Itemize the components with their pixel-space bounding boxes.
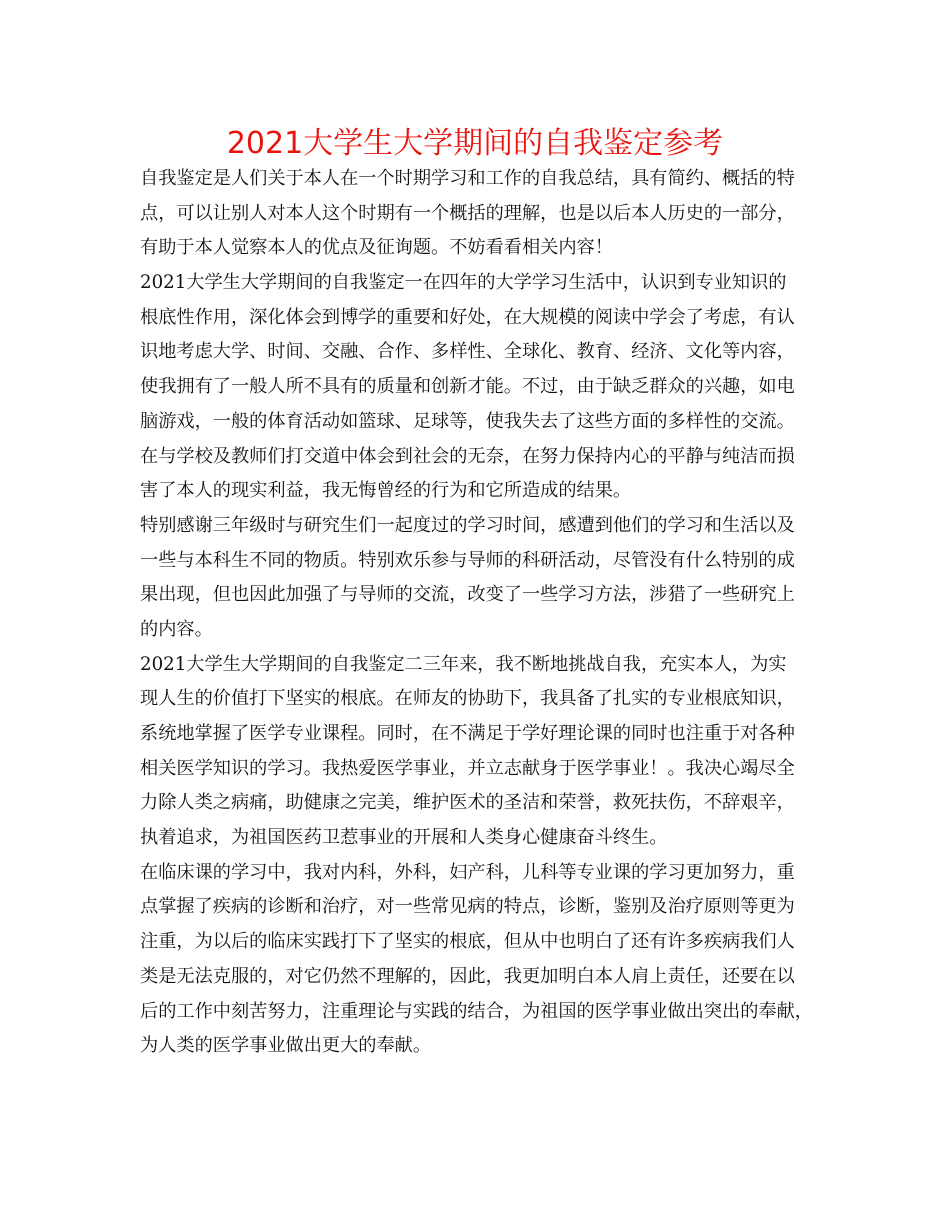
body-line: 的内容。 (140, 618, 213, 640)
body-line: 脑游戏，一般的体育活动如篮球、足球等，使我失去了这些方面的多样性的交流。 (140, 410, 795, 432)
document-title: 2021大学生大学期间的自我鉴定参考 (226, 126, 724, 161)
body-line: 在与学校及教师们打交道中体会到社会的无奈，在努力保持内心的平静与纯洁而损 (140, 445, 795, 467)
body-line: 根底性作用，深化体会到博学的重要和好处，在大规模的阅读中学会了考虑，有认 (140, 306, 795, 328)
body-line: 注重，为以后的临床实践打下了坚实的根底，但从中也明白了还有许多疾病我们人 (140, 931, 795, 953)
document-body (140, 162, 820, 1064)
body-line: 现人生的价值打下坚实的根底。在师友的协助下，我具备了扎实的专业根底知识， (140, 688, 795, 710)
body-line: 为人类的医学事业做出更大的奉献。 (140, 1035, 432, 1057)
body-line: 类是无法克服的，对它仍然不理解的，因此，我更加明白本人肩上责任，还要在以 (140, 965, 795, 987)
body-line: 害了本人的现实利益，我无悔曾经的行为和它所造成的结果。 (140, 480, 632, 502)
body-line: 自我鉴定是人们关于本人在一个时期学习和工作的自我总结，具有简约、概括的特 (140, 168, 795, 189)
body-line: 2021大学生大学期间的自我鉴定一在四年的大学学习生活中，认识到专业知识的 (140, 272, 787, 294)
body-line: 果出现，但也因此加强了与导师的交流，改变了一些学习方法，涉猎了一些研究上 (140, 584, 795, 606)
body-line: 系统地掌握了医学专业课程。同时，在不满足于学好理论课的同时也注重于对各种 (140, 723, 795, 744)
body-line: 执着追求，为祖国医药卫惹事业的开展和人类身心健康奋斗终生。 (140, 827, 668, 849)
body-line: 力除人类之病痛，助健康之完美，维护医术的圣洁和荣誉，救死扶伤，不辞艰辛， (140, 792, 795, 814)
body-line: 在临床课的学习中，我对内科，外科，妇产科，儿科等专业课的学习更加努力，重 (140, 861, 795, 883)
body-line: 后的工作中刻苦努力，注重理论与实践的结合，为祖国的医学事业做出突出的奉献， (140, 1000, 813, 1022)
body-line: 相关医学知识的学习。我热爱医学事业，并立志献身于医学事业！。我决心竭尽全 (140, 757, 795, 779)
body-line: 特别感谢三年级时与研究生们一起度过的学习时间，感遭到他们的学习和生活以及 (140, 514, 795, 536)
body-line: 有助于本人觉察本人的优点及征询题。不妨看看相关内容！ (140, 237, 613, 259)
body-line: 点掌握了疾病的诊断和治疗，对一些常见病的特点，诊断，鉴别及治疗原则等更为 (140, 896, 795, 918)
body-line: 点，可以让别人对本人这个时期有一个概括的理解，也是以后本人历史的一部分， (140, 202, 795, 224)
body-line: 使我拥有了一般人所不具有的质量和创新才能。不过，由于缺乏群众的兴趣，如电 (140, 376, 795, 398)
body-line: 一些与本科生不同的物质。特别欢乐参与导师的科研活动，尽管没有什么特别的成 (140, 549, 795, 571)
body-line: 识地考虑大学、时间、交融、合作、多样性、全球化、教育、经济、文化等内容， (140, 341, 795, 363)
body-line: 2021大学生大学期间的自我鉴定二三年来，我不断地挑战自我，充实本人，为实 (140, 653, 787, 675)
